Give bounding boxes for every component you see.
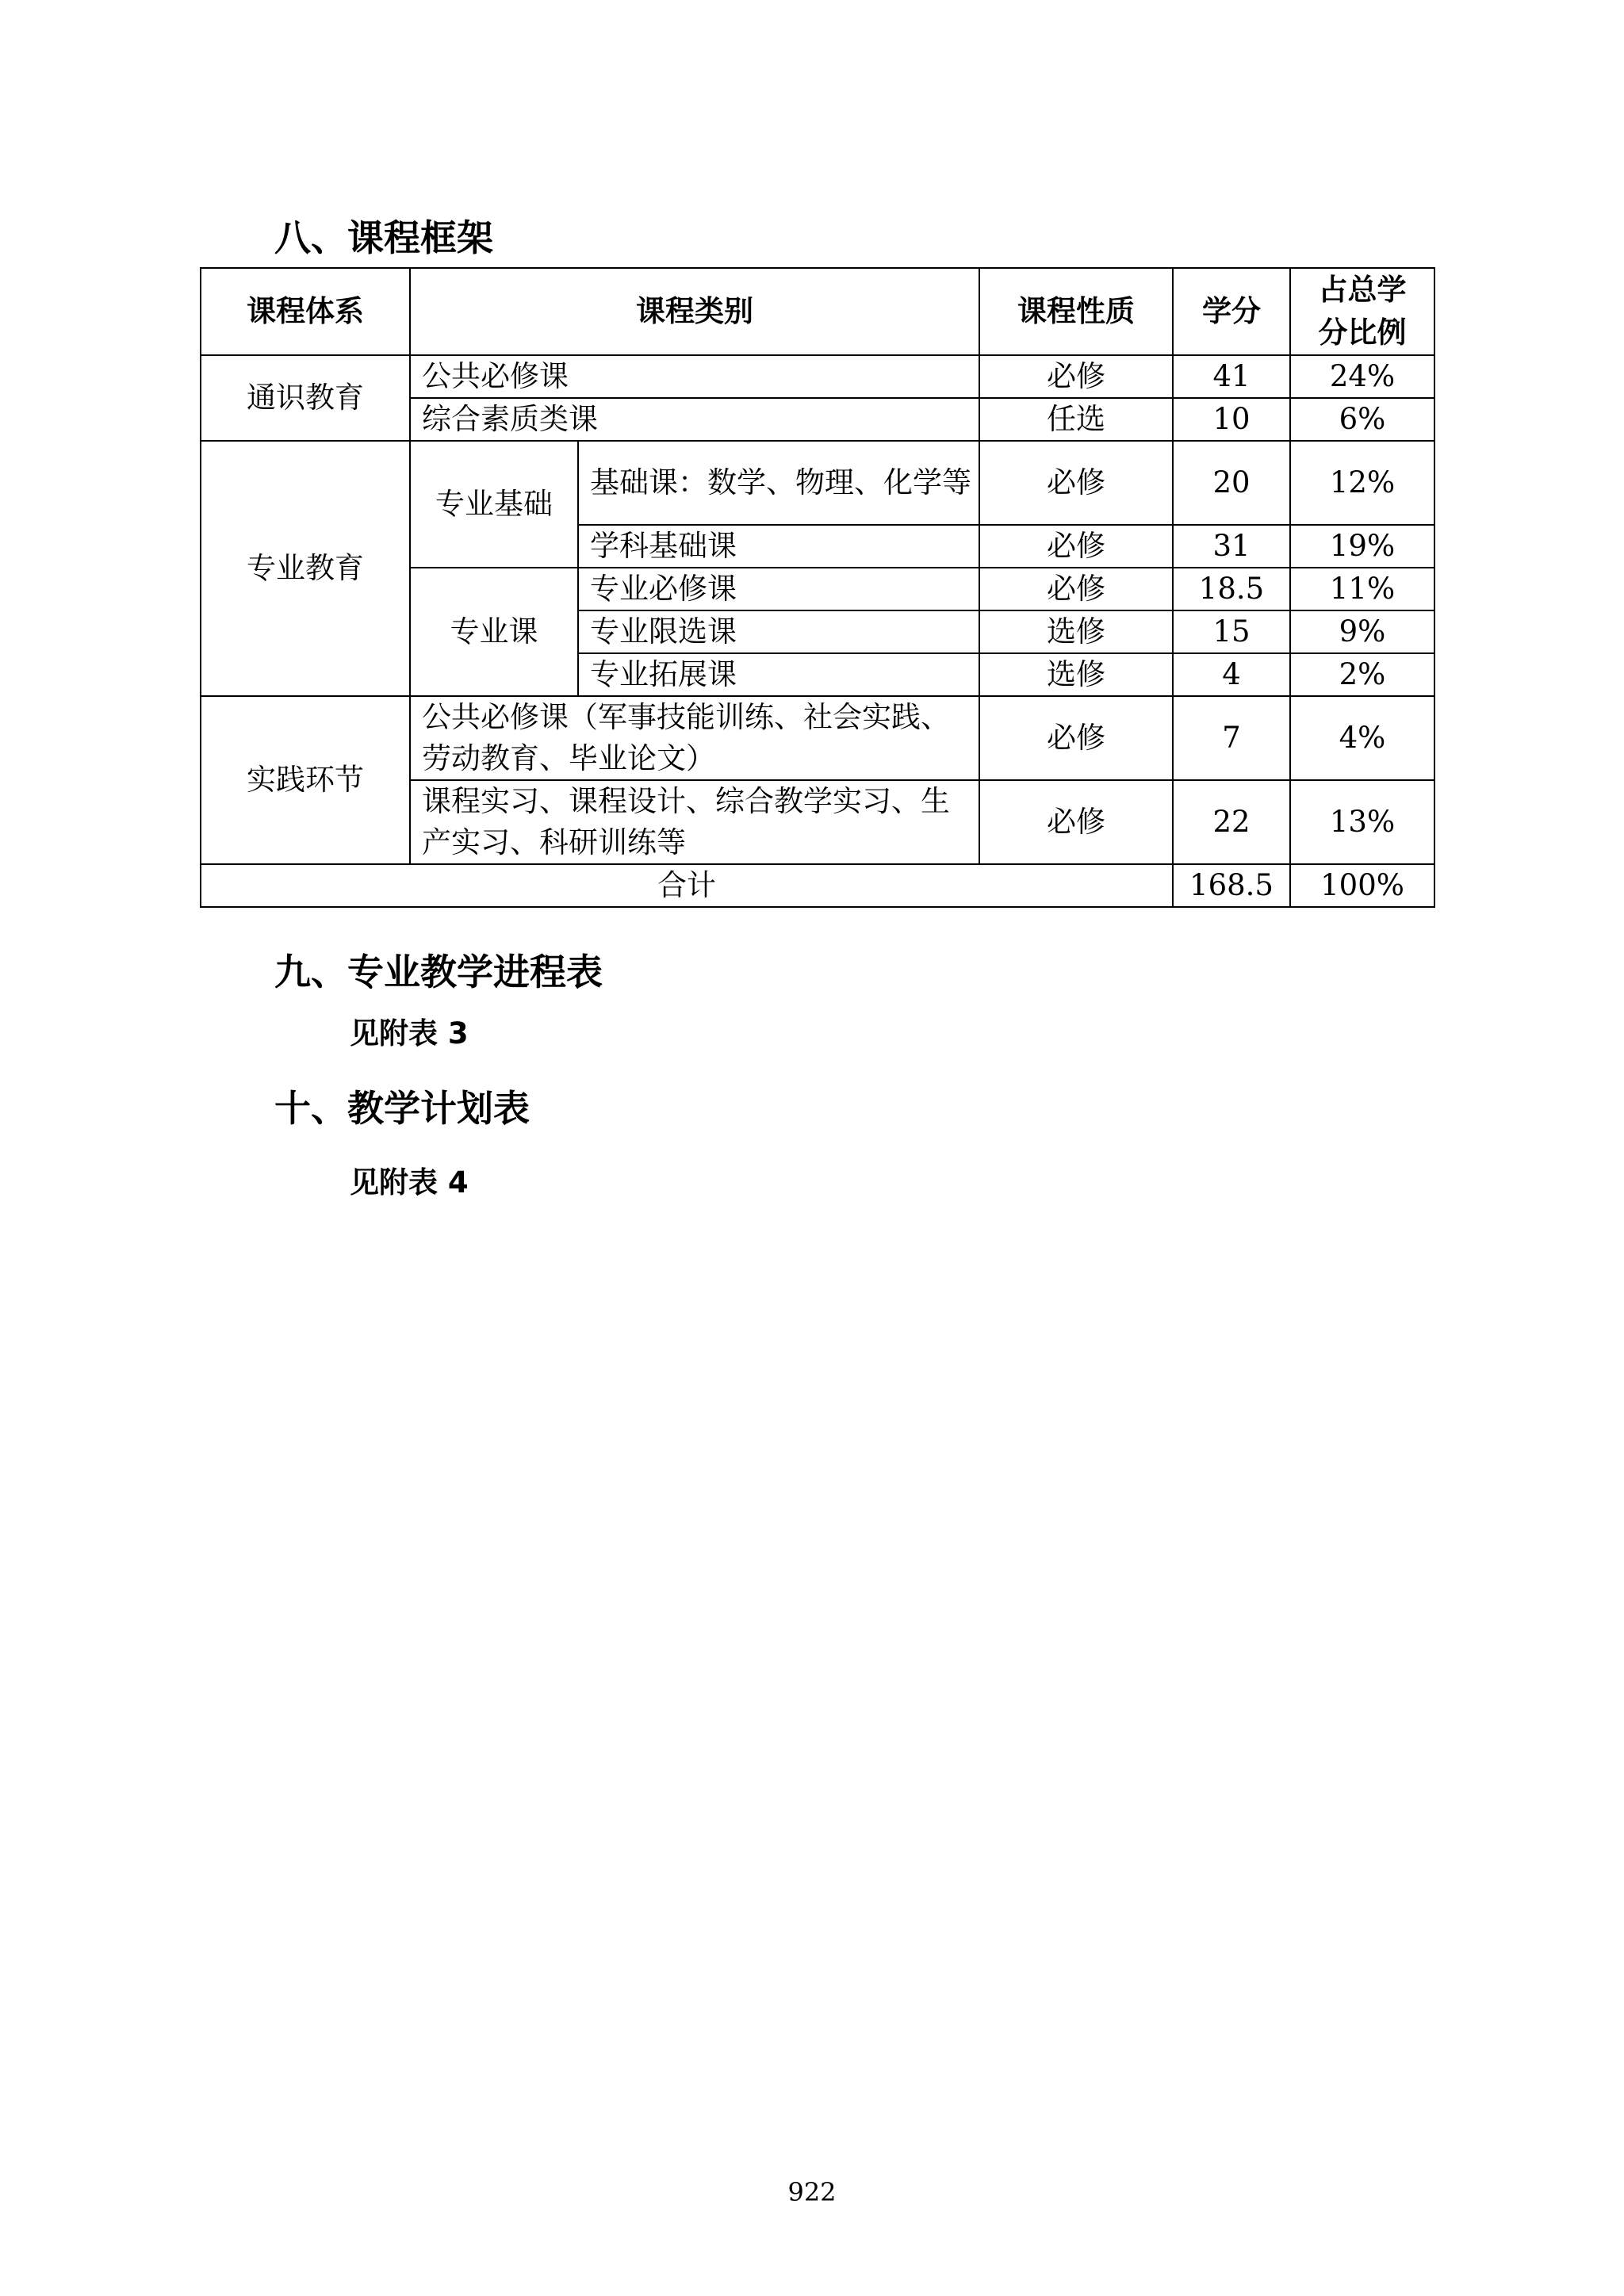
ratio-cell: 13% [1290,780,1434,864]
nature-cell: 必修 [979,355,1173,398]
category-cell: 公共必修课 [410,355,979,398]
header-system: 课程体系 [201,268,410,355]
group-practice: 实践环节 [201,696,410,864]
header-ratio: 占总学 分比例 [1290,268,1434,355]
total-ratio: 100% [1290,864,1434,907]
credits-cell: 4 [1173,653,1290,696]
nature-cell: 任选 [979,398,1173,441]
section-8-title: 八、课程框架 [274,216,493,259]
credits-cell: 31 [1173,525,1290,568]
nature-cell: 必修 [979,696,1173,780]
table-header-row [201,268,1434,355]
total-label: 合计 [201,864,1173,907]
category-cell: 专业拓展课 [578,653,979,696]
header-nature: 课程性质 [979,268,1173,355]
ratio-cell: 9% [1290,610,1434,653]
ratio-cell: 2% [1290,653,1434,696]
section-9-title: 九、专业教学进程表 [274,951,603,993]
nature-cell: 必修 [979,780,1173,864]
nature-cell: 选修 [979,610,1173,653]
ratio-cell: 11% [1290,568,1434,610]
subgroup-prof-basic: 专业基础 [410,441,578,568]
page-number: 922 [787,2177,837,2207]
category-cell: 专业必修课 [578,568,979,610]
group-general: 通识教育 [201,355,410,441]
credits-cell: 22 [1173,780,1290,864]
course-framework-table [200,267,1435,908]
nature-cell: 必修 [979,441,1173,525]
category-cell: 公共必修课（军事技能训练、社会实践、劳动教育、毕业论文） [410,696,979,780]
total-credits: 168.5 [1173,864,1290,907]
credits-cell: 7 [1173,696,1290,780]
header-category: 课程类别 [410,268,979,355]
section-10-title: 十、教学计划表 [274,1087,530,1130]
section-9-note: 见附表 3 [350,1016,469,1050]
table-row [201,355,1434,398]
ratio-cell: 12% [1290,441,1434,525]
section-10-note: 见附表 4 [350,1165,469,1200]
nature-cell: 必修 [979,568,1173,610]
table-row [201,441,1434,525]
ratio-cell: 19% [1290,525,1434,568]
category-cell: 综合素质类课 [410,398,979,441]
ratio-cell: 24% [1290,355,1434,398]
credits-cell: 18.5 [1173,568,1290,610]
nature-cell: 选修 [979,653,1173,696]
header-credits: 学分 [1173,268,1290,355]
nature-cell: 必修 [979,525,1173,568]
ratio-cell: 6% [1290,398,1434,441]
credits-cell: 41 [1173,355,1290,398]
category-cell: 课程实习、课程设计、综合教学实习、生产实习、科研训练等 [410,780,979,864]
category-cell: 学科基础课 [578,525,979,568]
category-cell: 基础课：数学、物理、化学等 [578,441,979,525]
total-row [201,864,1434,907]
credits-cell: 20 [1173,441,1290,525]
credits-cell: 15 [1173,610,1290,653]
subgroup-prof-course: 专业课 [410,568,578,696]
category-cell: 专业限选课 [578,610,979,653]
credits-cell: 10 [1173,398,1290,441]
group-professional: 专业教育 [201,441,410,696]
table-row [201,696,1434,780]
ratio-cell: 4% [1290,696,1434,780]
